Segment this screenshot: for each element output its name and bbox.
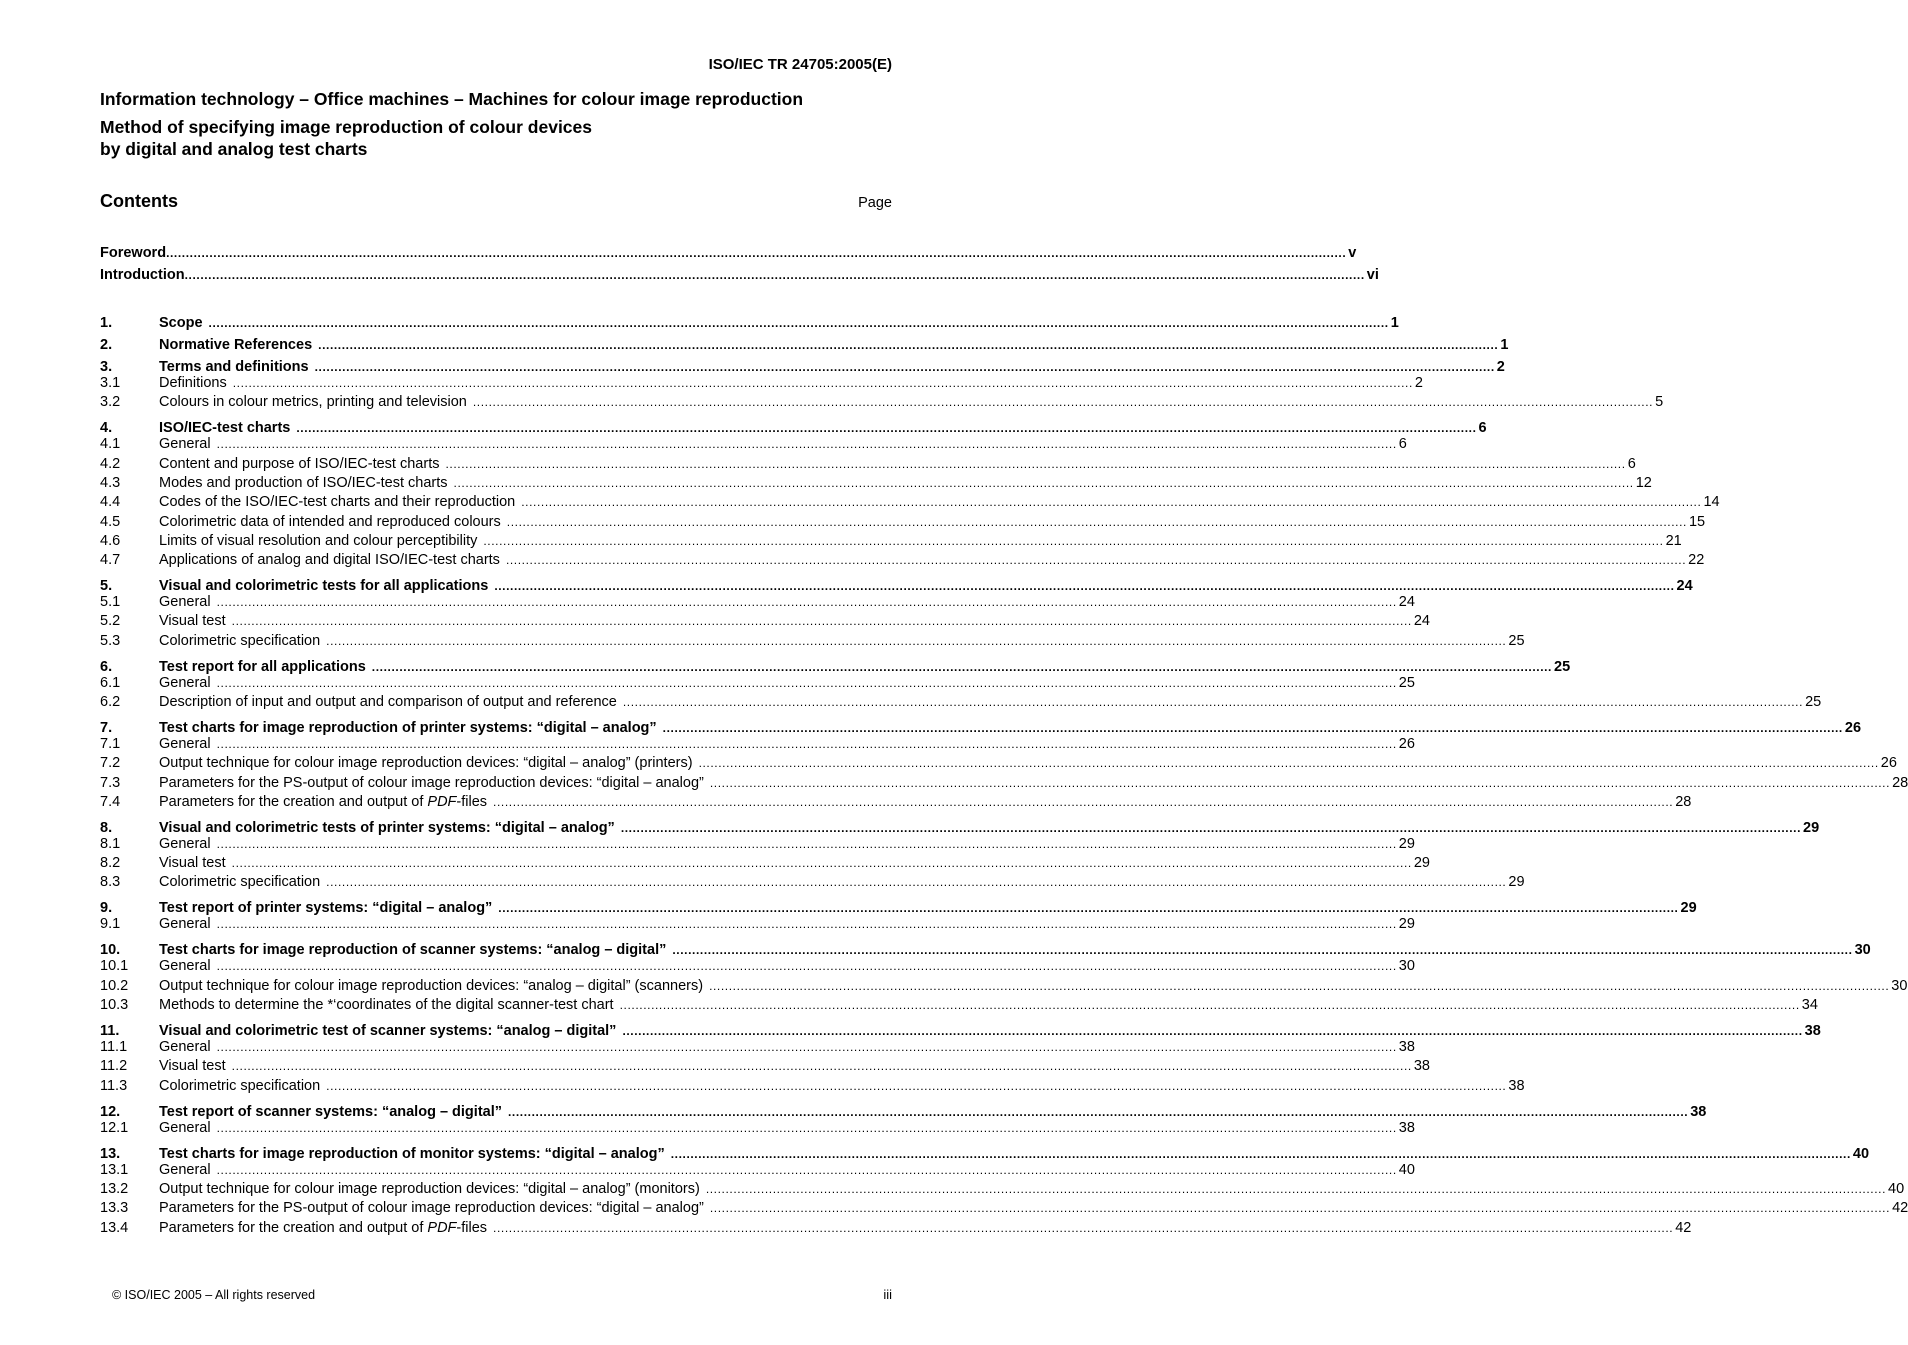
- toc-dot-leader: ............................................................................................................................................................................................................................................................................................................: [493, 795, 1674, 809]
- toc-dot-leader: ............................................................................................................................................................................................................................................................................................................: [622, 1024, 1803, 1038]
- toc-dot-leader: ............................................................................................................................................................................................................................................................................................................: [493, 1221, 1674, 1235]
- toc-entry-number: 11.3: [100, 1078, 128, 1094]
- toc-entry-page: 6: [1398, 436, 1407, 452]
- toc-subsection-entry[interactable]: [100, 1200, 1908, 1218]
- toc-dot-leader: ............................................................................................................................................................................................................................................................................................................: [326, 1079, 1507, 1093]
- toc-dot-leader: ............................................................................................................................................................................................................................................................................................................: [216, 917, 1397, 931]
- toc-entry-page: 30: [1854, 942, 1871, 958]
- page-column-label: Page: [858, 195, 892, 211]
- toc-entry-number: 5.1: [100, 594, 121, 610]
- toc-entry-page: 29: [1803, 820, 1820, 836]
- toc-subsection-entry[interactable]: [100, 736, 1415, 754]
- title-line-1: Information technology – Office machines – Machines for colour image reproduction: [100, 89, 804, 109]
- toc-dot-leader: ............................................................................................................................................................................................................................................................................................................: [216, 676, 1397, 690]
- toc-dot-leader: ............................................................................................................................................................................................................................................................................................................: [622, 695, 1804, 709]
- toc-entry-page: 34: [1801, 997, 1818, 1013]
- toc-subsection-entry[interactable]: [100, 394, 1664, 412]
- toc-entry-number: 10.: [100, 942, 121, 958]
- toc-entry-number: 10.1: [100, 958, 129, 974]
- toc-subsection-entry[interactable]: [100, 874, 1525, 892]
- toc-dot-leader: ............................................................................................................................................................................................................................................................................................................: [498, 901, 1679, 915]
- toc-entry-label: Colorimetric specification: [159, 1078, 321, 1094]
- toc-section-entry[interactable]: [100, 315, 1399, 333]
- toc-subsection-entry[interactable]: [100, 613, 1430, 631]
- toc-subsection-entry[interactable]: [100, 533, 1682, 551]
- toc-entry-label: Visual and colorimetric tests for all applications: [159, 578, 489, 594]
- title-block: [100, 116, 592, 160]
- toc-entry-number: 11.: [100, 1023, 120, 1039]
- toc-dot-leader: ............................................................................................................................................................................................................................................................................................................: [216, 1040, 1397, 1054]
- toc-entry-number: 13.2: [100, 1181, 129, 1197]
- toc-entry-number: 4.5: [100, 514, 121, 530]
- toc-entry-label: ISO/IEC-test charts: [159, 420, 291, 436]
- toc-entry-label: Visual and colorimetric test of scanner systems: “analog – digital”: [159, 1023, 617, 1039]
- toc-subsection-entry[interactable]: [100, 775, 1908, 793]
- toc-subsection-entry[interactable]: [100, 1039, 1415, 1057]
- toc-entry-number: 13.4: [100, 1220, 129, 1236]
- toc-entry-label: Parameters for the creation and output of PDF-files: [159, 1220, 488, 1236]
- toc-entry-number: 7.1: [100, 736, 121, 752]
- toc-entry-number: 8.: [100, 820, 113, 836]
- toc-entry-page: 25: [1554, 659, 1571, 675]
- toc-entry-label: Colorimetric specification: [159, 633, 321, 649]
- toc-subsection-entry[interactable]: [100, 836, 1415, 854]
- toc-entry-label: General: [159, 1039, 211, 1055]
- toc-dot-leader: ............................................................................................................................................................................................................................................................................................................: [483, 534, 1664, 548]
- toc-entry-label: General: [159, 916, 211, 932]
- toc-entry-page: 38: [1398, 1039, 1415, 1055]
- toc-entry-page: 6: [1627, 456, 1636, 472]
- toc-dot-leader: ............................................................................................................................................................................................................................................................................................................: [231, 856, 1412, 870]
- toc-entry-page: 25: [1398, 675, 1415, 691]
- toc-subsection-entry[interactable]: [100, 978, 1908, 996]
- toc-subsection-entry[interactable]: [100, 436, 1407, 454]
- toc-entry-label: Applications of analog and digital ISO/IEC-test charts: [159, 552, 500, 568]
- toc-entry-label: Test report for all applications: [159, 659, 366, 675]
- toc-dot-leader: ............................................................................................................................................................................................................................................................................................................: [705, 1182, 1887, 1196]
- toc-subsection-entry[interactable]: [100, 456, 1636, 474]
- toc-entry-number: 4.: [100, 420, 113, 436]
- toc-entry-page: 28: [1675, 794, 1692, 810]
- toc-dot-leader: ............................................................................................................................................................................................................................................................................................................: [508, 1105, 1689, 1119]
- toc-section-entry[interactable]: [100, 337, 1509, 355]
- toc-entry-label: General: [159, 594, 211, 610]
- toc-dot-leader: ............................................................................................................................................................................................................................................................................................................: [216, 737, 1397, 751]
- toc-entry-page: 38: [1508, 1078, 1525, 1094]
- toc-entry-number: 3.1: [100, 375, 121, 391]
- toc-entry-label: Colorimetric data of intended and reproduced colours: [159, 514, 501, 530]
- toc-entry-label: General: [159, 958, 211, 974]
- toc-entry-number: 5.3: [100, 633, 121, 649]
- toc-entry-label: Visual and colorimetric tests of printer systems: “digital – analog”: [159, 820, 615, 836]
- toc-entry-label: Parameters for the PS-output of colour image reproduction devices: “digital – analog”: [159, 775, 704, 791]
- toc-entry-page: 12: [1635, 475, 1652, 491]
- toc-entry-label: General: [159, 1162, 211, 1178]
- toc-entry-label: Colours in colour metrics, printing and television: [159, 394, 467, 410]
- toc-subsection-entry[interactable]: [100, 633, 1525, 651]
- toc-dot-leader: ............................................................................................................................................................................................................................................................................................................: [698, 756, 1879, 770]
- toc-subsection-entry[interactable]: [100, 855, 1430, 873]
- toc-dot-leader: ............................................................................................................................................................................................................................................................................................................: [216, 437, 1397, 451]
- toc-dot-leader: ............................................................................................................................................................................................................................................................................................................: [672, 943, 1853, 957]
- toc-dot-leader: ............................................................................................................................................................................................................................................................................................................: [296, 421, 1477, 435]
- toc-entry-number: 11.2: [100, 1058, 128, 1074]
- toc-subsection-entry[interactable]: [100, 1181, 1905, 1199]
- toc-entry-number: 13.1: [100, 1162, 129, 1178]
- toc-dot-leader: ............................................................................................................................................................................................................................................................................................................: [314, 360, 1495, 374]
- toc-entry-page: 29: [1680, 900, 1697, 916]
- toc-entry-page: 5: [1655, 394, 1664, 410]
- toc-entry-number: 4.6: [100, 533, 121, 549]
- toc-entry-number: 13.3: [100, 1200, 129, 1216]
- toc-dot-leader: ............................................................................................................................................................................................................................................................................................................: [371, 660, 1552, 674]
- toc-entry-page: 38: [1804, 1023, 1821, 1039]
- toc-entry-number: 13.: [100, 1146, 121, 1162]
- toc-dot-leader: ............................................................................................................................................................................................................................................................................................................: [326, 875, 1507, 889]
- toc-entry-number: 9.1: [100, 916, 121, 932]
- toc-dot-leader: ............................................................................................................................................................................................................................................................................................................: [326, 634, 1507, 648]
- toc-entry-number: 4.2: [100, 456, 121, 472]
- toc-subsection-entry[interactable]: [100, 1120, 1415, 1138]
- toc-entry-page: 26: [1880, 755, 1897, 771]
- toc-dot-leader: ............................................................................................................................................................................................................................................................................................................: [670, 1147, 1851, 1161]
- toc-entry-page: 14: [1703, 494, 1720, 510]
- toc-entry-page: 38: [1413, 1058, 1430, 1074]
- toc-entry-number: 10.2: [100, 978, 129, 994]
- toc-entry-page: 22: [1688, 552, 1705, 568]
- toc-entry-page: 29: [1398, 916, 1415, 932]
- toc-dot-leader: ............................................................................................................................................................................................................................................................................................................: [506, 515, 1687, 529]
- toc-entry-label: Visual test: [159, 1058, 226, 1074]
- toc-dot-leader: ............................................................................................................................................................................................................................................................................................................: [521, 495, 1702, 509]
- toc-dot-leader: ............................................................................................................................................................................................................................................................................................................: [619, 998, 1800, 1012]
- toc-entry-number: 5.: [100, 578, 113, 594]
- toc-entry-page: 2: [1496, 359, 1505, 375]
- toc-entry-label: Test charts for image reproduction of printer systems: “digital – analog”: [159, 720, 657, 736]
- toc-dot-leader: ............................................................................................................................................................................................................................................................................................................: [231, 614, 1412, 628]
- toc-entry-label: General: [159, 736, 211, 752]
- toc-entry-page: 38: [1690, 1104, 1707, 1120]
- toc-dot-leader: ............................................................................................................................................................................................................................................................................................................: [231, 1059, 1412, 1073]
- toc-dot-leader: ............................................................................................................................................................................................................................................................................................................: [620, 821, 1802, 835]
- toc-entry-page: 40: [1888, 1181, 1905, 1197]
- toc-dot-leader: ............................................................................................................................................................................................................................................................................................................: [709, 979, 1890, 993]
- toc-entry-page: v: [1348, 245, 1357, 261]
- toc-entry-number: 12.: [100, 1104, 121, 1120]
- toc-dot-leader: ............................................................................................................................................................................................................................................................................................................: [453, 476, 1634, 490]
- toc-front-entry[interactable]: [100, 245, 1357, 263]
- toc-subsection-entry[interactable]: [100, 594, 1415, 612]
- toc-entry-page: 30: [1891, 978, 1908, 994]
- toc-entry-page: 6: [1478, 420, 1487, 436]
- toc-entry-page: 30: [1398, 958, 1415, 974]
- footer-copyright: © ISO/IEC 2005 – All rights reserved: [112, 1288, 316, 1302]
- toc-entry-page: 29: [1398, 836, 1415, 852]
- toc-subsection-entry[interactable]: [100, 675, 1415, 693]
- toc-entry-label: Normative References: [159, 337, 313, 353]
- toc-entry-label: Test charts for image reproduction of scanner systems: “analog – digital”: [159, 942, 667, 958]
- toc-entry-page: vi: [1366, 267, 1379, 283]
- toc-entry-label: Test report of scanner systems: “analog – digital”: [159, 1104, 502, 1120]
- toc-entry-label: Content and purpose of ISO/IEC-test charts: [159, 456, 440, 472]
- toc-subsection-entry[interactable]: [100, 1220, 1692, 1238]
- toc-entry-label: Scope: [159, 315, 203, 331]
- toc-entry-number: 12.1: [100, 1120, 129, 1136]
- toc-dot-leader: ............................................................................................................................................................................................................................................................................................................: [494, 579, 1675, 593]
- toc-entry-page: 42: [1892, 1200, 1908, 1216]
- toc-entry-number: 8.2: [100, 855, 121, 871]
- toc-entry-number: 6.1: [100, 675, 121, 691]
- toc-subsection-entry[interactable]: [100, 514, 1706, 532]
- toc-entry-number: 11.1: [100, 1039, 128, 1055]
- toc-entry-label: General: [159, 436, 211, 452]
- document-id: ISO/IEC TR 24705:2005(E): [708, 56, 892, 73]
- toc-entry-page: 25: [1508, 633, 1525, 649]
- toc-dot-leader: ............................................................................................................................................................................................................................................................................................................: [166, 246, 1347, 260]
- contents-heading: Contents: [100, 191, 178, 211]
- toc-entry-page: 21: [1665, 533, 1682, 549]
- toc-entry-number: 10.3: [100, 997, 129, 1013]
- toc-entry-label: Definitions: [159, 375, 227, 391]
- toc-entry-page: 42: [1675, 1220, 1692, 1236]
- toc-entry-number: 4.7: [100, 552, 121, 568]
- toc-entry-number: 9.: [100, 900, 113, 916]
- toc-subsection-entry[interactable]: [100, 1162, 1415, 1180]
- toc-entry-page: 29: [1508, 874, 1525, 890]
- toc-entry-number: 8.1: [100, 836, 121, 852]
- toc-dot-leader: ............................................................................................................................................................................................................................................................................................................: [445, 457, 1626, 471]
- toc-entry-label: Description of input and output and comparison of output and reference: [159, 694, 617, 710]
- toc-entry-page: 25: [1805, 694, 1822, 710]
- toc-entry-label: Terms and definitions: [159, 359, 309, 375]
- toc-entry-page: 29: [1413, 855, 1430, 871]
- toc-entry-number: 4.4: [100, 494, 121, 510]
- toc-entry-label: Parameters for the creation and output of PDF-files: [159, 794, 488, 810]
- toc-subsection-entry[interactable]: [100, 997, 1818, 1015]
- toc-entry-label: Output technique for colour image reproduction devices: “digital – analog” (printers): [159, 755, 693, 771]
- toc-entry-label: Foreword: [100, 245, 167, 261]
- toc-dot-leader: ............................................................................................................................................................................................................................................................................................................: [216, 595, 1397, 609]
- toc-entry-label: General: [159, 675, 211, 691]
- toc-dot-leader: ............................................................................................................................................................................................................................................................................................................: [232, 376, 1413, 390]
- toc-entry-number: 6.2: [100, 694, 121, 710]
- contents-header: [100, 191, 892, 215]
- toc-dot-leader: ............................................................................................................................................................................................................................................................................................................: [216, 959, 1397, 973]
- toc-dot-leader: ............................................................................................................................................................................................................................................................................................................: [318, 338, 1499, 352]
- toc-entry-label: Limits of visual resolution and colour perceptibility: [159, 533, 478, 549]
- toc-entry-page: 1: [1500, 337, 1509, 353]
- toc-dot-leader: ............................................................................................................................................................................................................................................................................................................: [216, 837, 1397, 851]
- toc-subsection-entry[interactable]: [100, 475, 1652, 493]
- toc-entry-label: Modes and production of ISO/IEC-test charts: [159, 475, 448, 491]
- toc-entry-number: 6.: [100, 659, 113, 675]
- toc-subsection-entry[interactable]: [100, 755, 1897, 773]
- toc-entry-page: 15: [1688, 514, 1706, 530]
- toc-entry-page: 1: [1390, 315, 1399, 331]
- toc-dot-leader: ............................................................................................................................................................................................................................................................................................................: [709, 776, 1891, 790]
- toc-subsection-entry[interactable]: [100, 1058, 1430, 1076]
- toc-subsection-entry[interactable]: [100, 958, 1415, 976]
- toc-entry-number: 3.2: [100, 394, 121, 410]
- toc-dot-leader: ............................................................................................................................................................................................................................................................................................................: [472, 395, 1654, 409]
- toc-entry-label: Test report of printer systems: “digital – analog”: [159, 900, 493, 916]
- toc-subsection-entry[interactable]: [100, 794, 1692, 812]
- toc-entry-page: 26: [1398, 736, 1415, 752]
- toc-dot-leader: ............................................................................................................................................................................................................................................................................................................: [184, 268, 1365, 282]
- footer-page-number: iii: [883, 1287, 892, 1302]
- toc-subsection-entry[interactable]: [100, 552, 1705, 570]
- toc-dot-leader: ............................................................................................................................................................................................................................................................................................................: [216, 1163, 1397, 1177]
- toc-front-entry[interactable]: [100, 267, 1379, 285]
- toc-entry-number: 1.: [100, 315, 113, 331]
- toc-subsection-entry[interactable]: [100, 1078, 1525, 1096]
- toc-entry-number: 7.4: [100, 794, 121, 810]
- toc-entry-page: 24: [1398, 594, 1415, 610]
- toc-entry-label: General: [159, 836, 211, 852]
- toc-subsection-entry[interactable]: [100, 375, 1423, 393]
- toc-entry-label: Introduction: [100, 267, 185, 283]
- toc-entry-page: 26: [1844, 720, 1862, 736]
- toc-entry-number: 8.3: [100, 874, 121, 890]
- toc-entry-label: Parameters for the PS-output of colour image reproduction devices: “digital – analog”: [159, 1200, 704, 1216]
- toc-entry-label: General: [159, 1120, 211, 1136]
- title-line-3: by digital and analog test charts: [100, 139, 368, 159]
- toc-entry-number: 7.2: [100, 755, 121, 771]
- toc-entry-page: 24: [1676, 578, 1693, 594]
- toc-dot-leader: ............................................................................................................................................................................................................................................................................................................: [505, 553, 1687, 567]
- title-line-2: Method of specifying image reproduction of colour devices: [100, 117, 593, 137]
- toc-entry-number: 4.3: [100, 475, 121, 491]
- toc-entry-number: 4.1: [100, 436, 121, 452]
- toc-entry-label: Methods to determine the *‘coordinates of the digital scanner-test chart: [159, 997, 614, 1013]
- toc-entry-page: 24: [1413, 613, 1430, 629]
- toc-entry-page: 28: [1892, 775, 1908, 791]
- toc-entry-label: Output technique for colour image reproduction devices: “digital – analog” (monitors): [159, 1181, 700, 1197]
- toc-entry-label: Test charts for image reproduction of monitor systems: “digital – analog”: [159, 1146, 665, 1162]
- toc-entry-number: 5.2: [100, 613, 121, 629]
- toc-subsection-entry[interactable]: [100, 494, 1720, 512]
- toc-subsection-entry[interactable]: [100, 694, 1822, 712]
- toc-dot-leader: ............................................................................................................................................................................................................................................................................................................: [208, 316, 1389, 330]
- toc-entry-label: Codes of the ISO/IEC-test charts and their reproduction: [159, 494, 516, 510]
- toc-entry-page: 40: [1852, 1146, 1870, 1162]
- toc-entry-label: Colorimetric specification: [159, 874, 321, 890]
- toc-entry-label: Visual test: [159, 855, 226, 871]
- toc-entry-number: 2.: [100, 337, 113, 353]
- toc-entry-number: 3.: [100, 359, 113, 375]
- toc-entry-number: 7.: [100, 720, 113, 736]
- toc-entry-number: 7.3: [100, 775, 121, 791]
- toc-entry-page: 2: [1414, 375, 1423, 391]
- toc-entry-page: 40: [1398, 1162, 1415, 1178]
- toc-dot-leader: ............................................................................................................................................................................................................................................................................................................: [709, 1201, 1891, 1215]
- toc-dot-leader: ............................................................................................................................................................................................................................................................................................................: [216, 1121, 1397, 1135]
- toc-entry-label: Output technique for colour image reproduction devices: “analog – digital” (scanners): [159, 978, 704, 994]
- toc-entry-label: Visual test: [159, 613, 226, 629]
- toc-dot-leader: ............................................................................................................................................................................................................................................................................................................: [662, 721, 1843, 735]
- toc-entry-page: 38: [1398, 1120, 1415, 1136]
- toc-subsection-entry[interactable]: [100, 916, 1415, 934]
